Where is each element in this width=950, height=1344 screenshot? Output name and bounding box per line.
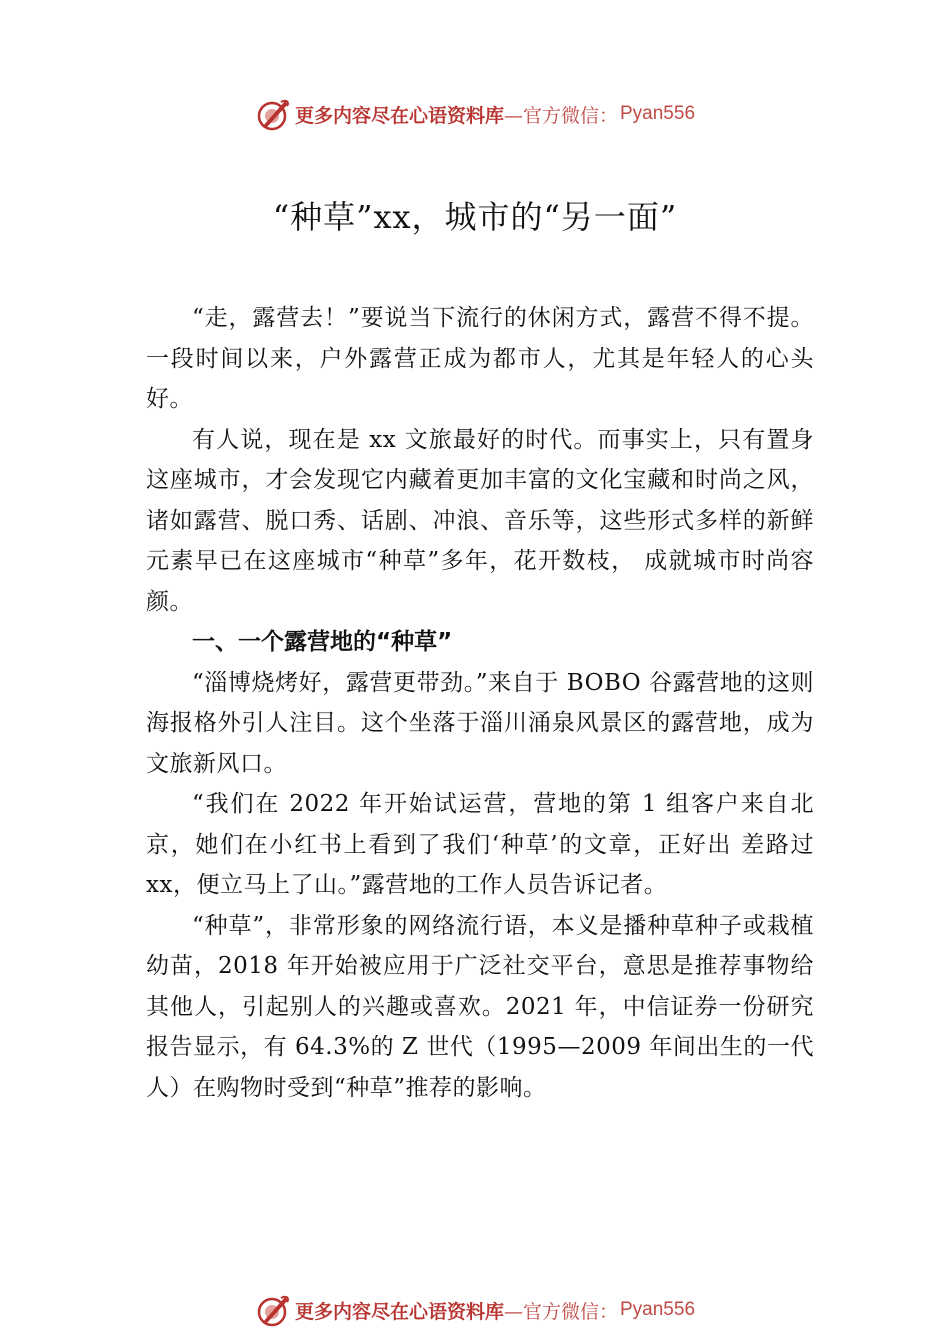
paragraph-4: “我们在 2022 年开始试运营，营地的第 1 组客户来自北京，她们在小红书上看到了我们‘种草’的文章，正好出 差路过 xx，便立马上了山。”露营地的工作人员告诉记者。 xyxy=(146,791,814,898)
banner-main-text: 更多内容尽在心语资料库 xyxy=(294,1300,504,1323)
paragraph-2: 有人说，现在是 xx 文旅最好的时代。而事实上，只有置身这座城市，才会发现它内藏着更加丰富的文化宝藏和时尚之风，诸如露营、脱口秀、话剧、冲浪、音乐等，这些形式多样的新鲜元素早已在这座城市“种草”多年，花开数枝， 成就城市时尚容颜。 xyxy=(146,426,814,615)
banner-sub-text: —官方微信： xyxy=(503,104,618,127)
paragraph-5: “种草”，非常形象的网络流行语，本义是播种草种子或栽植幼苗，2018 年开始被应用于广泛社交平台，意思是推荐事物给其他人，引起别人的兴趣或喜欢。2021 年，中信证券一份研究报告显示，有 64.3%的 Z 世代（1995—2009 年间出生的一代人）在购物时受到“种草”推荐的影响。 xyxy=(146,912,814,1101)
paragraph-3: “淄博烧烤好，露营更带劲。”来自于 BOBO 谷露营地的这则海报格外引人注目。这个坐落于淄川涌泉风景区的露营地，成为文旅新风口。 xyxy=(146,669,814,777)
banner-main-text: 更多内容尽在心语资料库 xyxy=(294,104,504,127)
section-heading-1: 一、一个露营地的“种草” xyxy=(192,629,453,655)
banner-wechat-id: Pyan556 xyxy=(620,1299,696,1320)
document-body xyxy=(146,298,814,1108)
header-banner xyxy=(0,94,950,134)
quill-logo-icon xyxy=(255,96,291,132)
paragraph-1: “走，露营去！”要说当下流行的休闲方式，露营不得不提。一段时间以来，户外露营正成为都市人，尤其是年轻人的心头好。 xyxy=(146,305,814,412)
footer-banner xyxy=(0,1290,950,1330)
banner-wechat-id: Pyan556 xyxy=(620,103,696,124)
quill-logo-icon xyxy=(255,1292,291,1328)
banner-sub-text: —官方微信： xyxy=(503,1300,618,1323)
document-title: “种草”xx，城市的“另一面” xyxy=(272,198,678,236)
